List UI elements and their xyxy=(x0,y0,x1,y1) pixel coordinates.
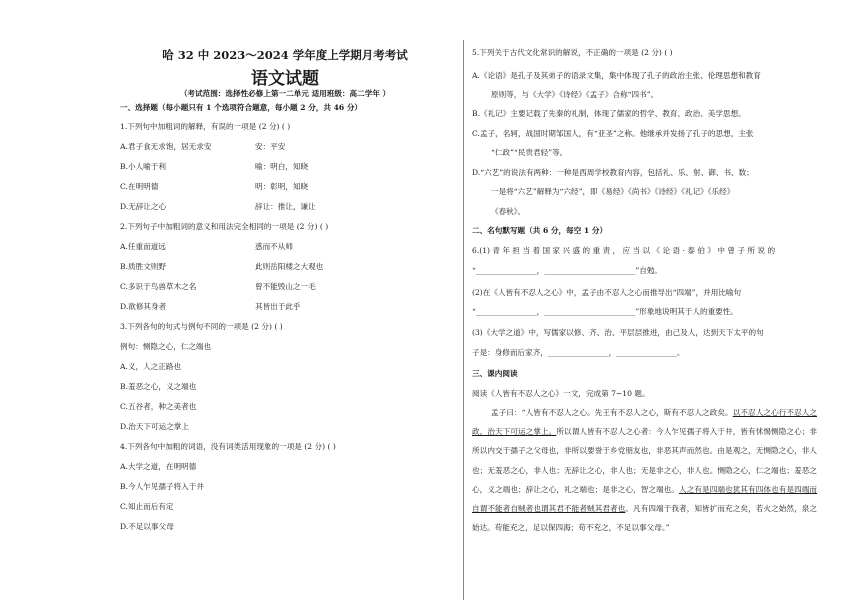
q3-option-d: D.治天下可运之掌上 xyxy=(120,422,189,431)
q5-option-c-cont: “仁政”“民贵君轻”等。 xyxy=(491,148,568,157)
q4-option-d: D.不足以事父母 xyxy=(120,522,174,531)
reading-intro: 阅读《人皆有不忍人之心》一文，完成第 7~10 题。 xyxy=(472,389,650,398)
q2-stem: 2.下列句子中加粗词的意义和用法完全相同的一项是 (2 分) ( ) xyxy=(120,222,329,231)
q6-part3: (3)《大学之道》中，写儒家以修、齐、治、平层层推进，由己及人，达到天下太平的句 xyxy=(472,328,764,337)
q6-part3-blanks: 子是：身修而后家齐，________________，________________。 xyxy=(472,348,685,357)
q1-option-a: A.君子食无求饱，居无求安 安：平安 xyxy=(120,142,286,151)
q4-option-a: A.大学之道，在明明德 xyxy=(120,462,197,471)
q6-part2-blanks: “________________，________________________”形象地说明其于人的重要性。 xyxy=(472,307,738,316)
subject-title: 语文试题 xyxy=(251,69,319,89)
exam-title: 哈 32 中 2023～2024 学年度上学期月考考试 xyxy=(162,48,408,62)
q3-example: 例句：恻隐之心，仁之端也 xyxy=(120,342,212,351)
q2-option-a: A.任重而道远 惑而不从师 xyxy=(120,242,293,251)
q3-stem: 3.下列各句的句式与例句不同的一项是 (2 分) ( ) xyxy=(120,322,283,331)
q6-part1: 6.(1) 青 年 担 当 着 国 家 兴 盛 的 重 责 ， 应 当 以 《 论 语 · 泰 伯 》 中 曾 子 所 说 的 xyxy=(472,246,776,255)
q2-option-c: C.多识于鸟兽草木之名 曾不能毁山之一毛 xyxy=(120,282,316,291)
q1-option-c: C.在明明德 明：彰明，知晓 xyxy=(120,182,309,191)
q4-stem: 4.下列各句中加粗的词语，没有词类活用现象的一项是 (2 分) ( ) xyxy=(120,442,336,451)
q5-option-d: D.“六艺”的说法有两种：一种是西周学校教育内容，包括礼、乐、射、御、书、数； xyxy=(472,168,754,177)
exam-scope: （考试范围：选择性必修上第一二单元 适用班级：高二学年 ） xyxy=(179,89,391,98)
section-1-heading: 一、选择题（每小题只有 1 个选项符合题意，每小题 2 分，共 46 分） xyxy=(120,103,363,112)
q5-stem: 5.下列关于古代文化常识的解说，不正确的一项是 (2 分) ( ) xyxy=(472,48,673,57)
q2-option-d: D.欲修其身者 其皆出于此乎 xyxy=(120,302,301,311)
q5-option-d-cont2: 《春秋》。 xyxy=(491,207,526,216)
q2-option-b: B.质胜文则野 此则岳阳楼之大观也 xyxy=(120,262,324,271)
q5-option-b: B.《礼记》主要记载了先秦的礼制，体现了儒家的哲学、教育、政治、美学思想。 xyxy=(472,109,746,118)
q6-part2: (2)在《人皆有不忍人之心》中，孟子由不忍人之心而推导出“四端”，并用比喻句 xyxy=(472,288,742,297)
q5-option-c: C.孟子，名轲，战国时期邹国人，有“亚圣”之称。他继承并发扬了孔子的思想，主张 xyxy=(472,129,754,138)
q6-part1-blanks: “________________，________________________”自勉。 xyxy=(472,266,663,275)
q3-option-a: A.义，人之正路也 xyxy=(120,362,182,371)
q3-option-b: B.羞恶之心，义之端也 xyxy=(120,382,197,391)
section-2-heading: 二、名句默写题（共 6 分，每空 1 分） xyxy=(472,226,608,235)
reading-passage: 孟子曰：“人皆有不忍人之心。先王有不忍人之心，斯有不忍人之政矣。以不忍人之心行不忍人之政，治天下可运之掌上。所以谓人皆有不忍人之心者：今人乍见孺子将入于井，皆有怵惕恻隐之心；非所以内交于孺子之父母也，非所以要誉于乡党朋友也，非恶其声而然也。由是观之，无恻隐之心，非人也；无羞恶之心，非人也；无辞让之心，非人也；无是非之心，非人也。恻隐之心，仁之端也；羞恶之心，义之端也；辞让之心，礼之端也；是非之心，智之端也。人之有是四端也犹其有四体也有是四端而自谓不能者自贼者也谓其君不能者贼其君者也。凡有四端于我者，知皆扩而充之矣，若火之始然，泉之始达。苟能充之，足以保四海；苟不充之，不足以事父母。” xyxy=(472,408,818,533)
q5-option-a: A.《论语》是孔子及其弟子的语录文集，集中体现了孔子的政治主张、伦理思想和教育 xyxy=(472,71,761,80)
q4-option-c: C.知止而后有定 xyxy=(120,502,174,511)
q5-option-a-cont: 原则等，与《大学》《诗经》《孟子》合称“四书”。 xyxy=(491,90,659,99)
q1-option-b: B.小人喻于利 喻：明白，知晓 xyxy=(120,162,309,171)
q1-option-d: D.无辞让之心 辞让：推让，谦让 xyxy=(120,202,316,211)
q5-option-d-cont: 一是将“六艺”解释为“六经”，即《易经》《尚书》《诗经》《礼记》《乐经》 xyxy=(491,187,735,196)
q1-stem: 1.下列句中加粗词的解释，有误的一项是 (2 分) ( ) xyxy=(120,122,291,131)
section-3-heading: 三、课内阅读 xyxy=(472,369,518,378)
q3-option-c: C.五谷者，种之美者也 xyxy=(120,402,197,411)
column-divider xyxy=(463,40,464,600)
q4-option-b: B.今人乍见孺子将入于井 xyxy=(120,482,204,491)
